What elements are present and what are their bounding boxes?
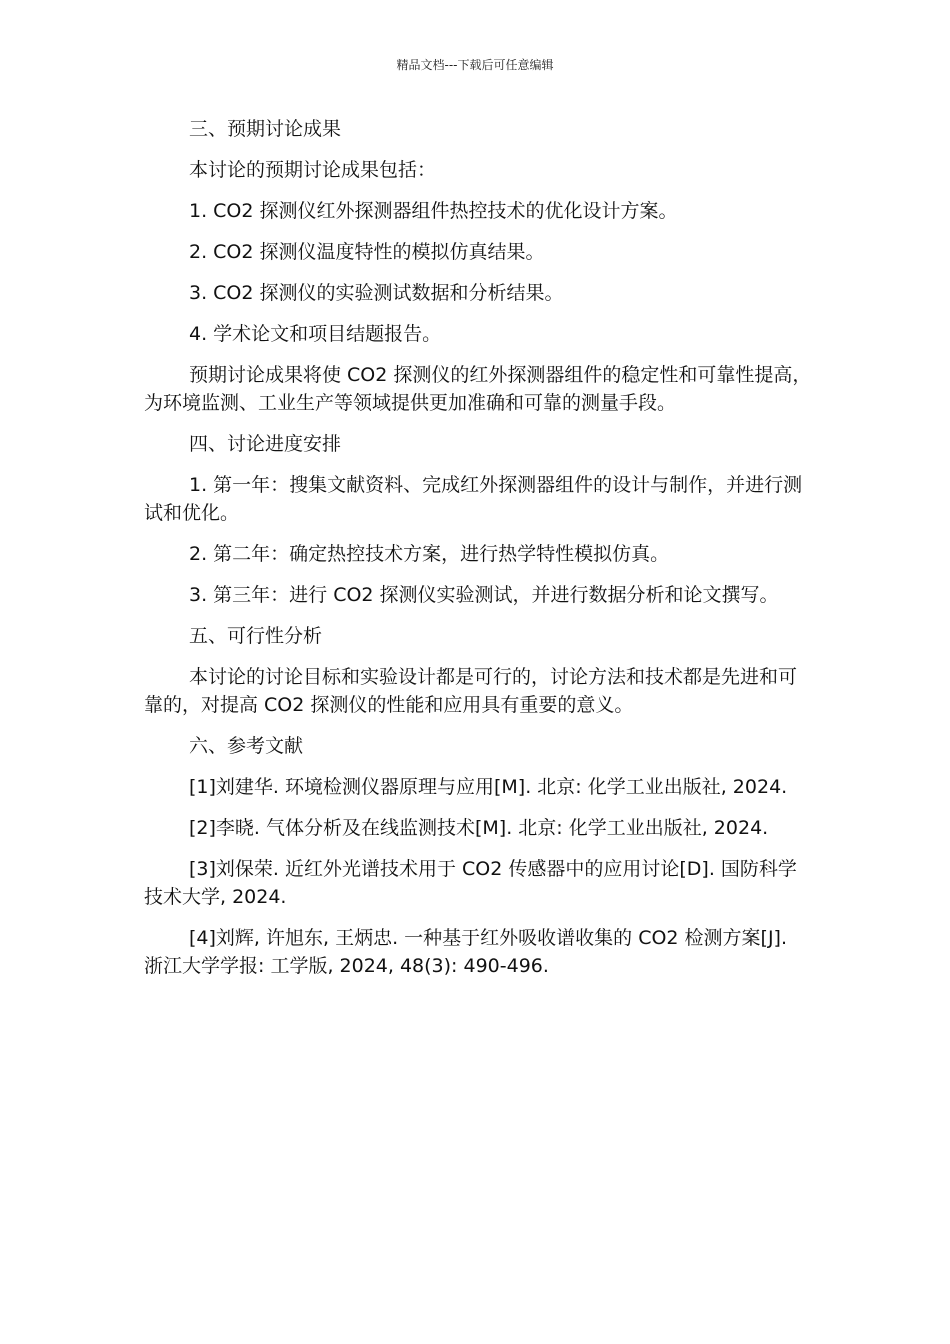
list-item-result-2: 2. CO2 探测仪温度特性的模拟仿真结果。	[189, 241, 545, 263]
list-item-year-1: 1. 第一年：搜集文献资料、完成红外探测器组件的设计与制作，并进行测试和优化。	[144, 474, 803, 524]
list-item-result-3: 3. CO2 探测仪的实验测试数据和分析结果。	[189, 282, 564, 304]
document-body	[144, 115, 812, 993]
reference-2: [2]李晓. 气体分析及在线监测技术[M]. 北京: 化学工业出版社, 2024.	[189, 817, 769, 839]
list-item-result-4: 4. 学术论文和项目结题报告。	[189, 323, 442, 345]
paragraph-intro-results: 本讨论的预期讨论成果包括：	[189, 159, 437, 181]
paragraph-results-impact: 预期讨论成果将使 CO2 探测仪的红外探测器组件的稳定性和可靠性提高，为环境监测、工业生产等领域提供更加准确和可靠的测量手段。	[144, 364, 812, 414]
list-item-result-1: 1. CO2 探测仪红外探测器组件热控技术的优化设计方案。	[189, 200, 678, 222]
page-header: 精品文档---下载后可任意编辑	[396, 58, 554, 72]
section-heading-references: 六、参考文献	[189, 735, 304, 757]
paragraph-feasibility: 本讨论的讨论目标和实验设计都是可行的，讨论方法和技术都是先进和可靠的，对提高 CO2 探测仪的性能和应用具有重要的意义。	[144, 666, 798, 716]
list-item-year-3: 3. 第三年：进行 CO2 探测仪实验测试，并进行数据分析和论文撰写。	[189, 584, 779, 606]
section-heading-schedule: 四、讨论进度安排	[189, 433, 342, 455]
section-heading-feasibility: 五、可行性分析	[189, 625, 323, 647]
section-heading-expected-results: 三、预期讨论成果	[189, 118, 342, 140]
reference-4: [4]刘辉, 许旭东, 王炳忠. 一种基于红外吸收谱收集的 CO2 检测方案[J]. 浙江大学学报: 工学版, 2024, 48(3): 490-496.	[144, 927, 788, 977]
reference-3: [3]刘保荣. 近红外光谱技术用于 CO2 传感器中的应用讨论[D]. 国防科学技术大学, 2024.	[144, 858, 797, 908]
reference-1: [1]刘建华. 环境检测仪器原理与应用[M]. 北京: 化学工业出版社, 2024.	[189, 776, 788, 798]
list-item-year-2: 2. 第二年：确定热控技术方案，进行热学特性模拟仿真。	[189, 543, 670, 565]
